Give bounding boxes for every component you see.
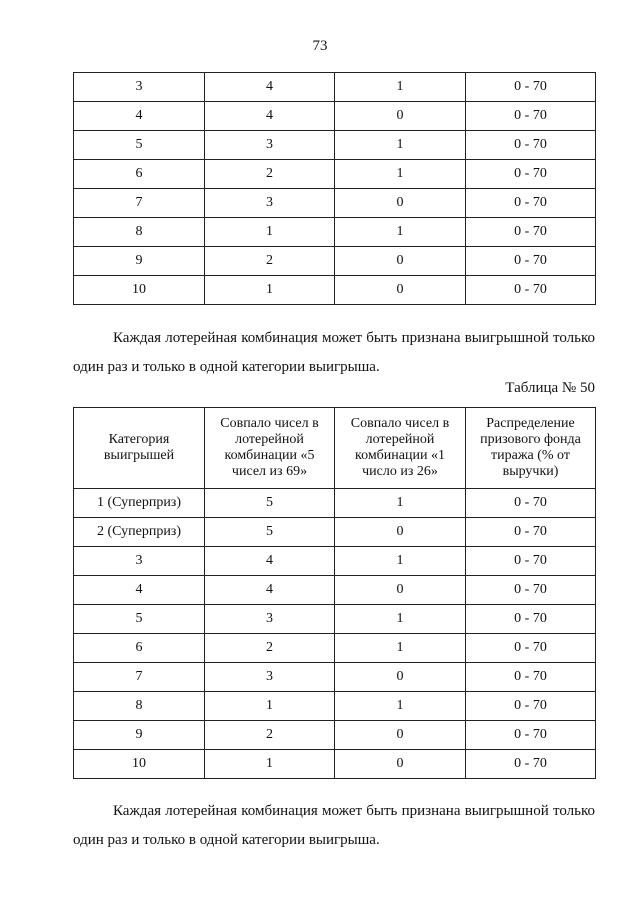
table-cell: 0 - 70 [466, 131, 596, 160]
table-row [74, 276, 596, 305]
header-match-5-of-69: Совпало чисел в лотерейной комбинации «5 чисел из 69» [205, 408, 335, 489]
table-cell: 4 [205, 547, 335, 576]
table-cell: 0 - 70 [466, 102, 596, 131]
table-row [74, 518, 596, 547]
table-cell: 2 (Суперприз) [74, 518, 205, 547]
table-cell: 5 [205, 518, 335, 547]
table-cell: 0 [335, 189, 466, 218]
table-cell: 3 [205, 605, 335, 634]
table-cell: 0 [335, 102, 466, 131]
table-row [74, 189, 596, 218]
table-cell: 0 - 70 [466, 276, 596, 305]
page-number: 73 [312, 38, 328, 54]
table-row [74, 750, 596, 779]
table-cell: 1 [335, 131, 466, 160]
table-cell: 0 [335, 518, 466, 547]
table-cell: 1 [335, 73, 466, 102]
table-cell: 5 [205, 489, 335, 518]
table-cell: 2 [205, 247, 335, 276]
table-cell: 4 [74, 102, 205, 131]
table-cell: 9 [74, 721, 205, 750]
table-body [74, 489, 596, 779]
table-row [74, 663, 596, 692]
table-cell: 0 - 70 [466, 73, 596, 102]
table-row [74, 721, 596, 750]
table-cell: 2 [205, 634, 335, 663]
table-cell: 0 [335, 663, 466, 692]
table-cell: 3 [74, 547, 205, 576]
table-cell: 0 [335, 247, 466, 276]
table-cell: 1 [335, 605, 466, 634]
paragraph-note: Каждая лотерейная комбинация может быть признана выигрышной только один раз и только в одной категории выигрыша. [73, 803, 595, 848]
table-row [74, 102, 596, 131]
table-cell: 0 [335, 576, 466, 605]
table-cell: 1 [205, 692, 335, 721]
table-cell: 0 - 70 [466, 218, 596, 247]
paragraph-note: Каждая лотерейная комбинация может быть признана выигрышной только один раз и только в одной категории выигрыша. [73, 330, 595, 375]
table-cell: 9 [74, 247, 205, 276]
table-cell: 4 [205, 73, 335, 102]
table-cell: 0 [335, 276, 466, 305]
table-row [74, 131, 596, 160]
table-cell: 1 [335, 160, 466, 189]
table-cell: 0 - 70 [466, 489, 596, 518]
table-cell: 3 [205, 189, 335, 218]
table-cell: 0 - 70 [466, 160, 596, 189]
table-caption: Таблица № 50 [505, 380, 595, 396]
table-cell: 0 [335, 750, 466, 779]
table-header-row [74, 408, 596, 489]
table-cell: 1 [335, 218, 466, 247]
header-prize-distribution: Распределение призового фонда тиража (% от выручки) [466, 408, 596, 489]
table-cell: 0 - 70 [466, 576, 596, 605]
table-cell: 1 [205, 750, 335, 779]
table-row [74, 489, 596, 518]
table-cell: 10 [74, 750, 205, 779]
table-row [74, 605, 596, 634]
table-cell: 2 [205, 160, 335, 189]
table-cell: 1 (Суперприз) [74, 489, 205, 518]
table-row [74, 160, 596, 189]
table-cell: 1 [205, 276, 335, 305]
table-cell: 6 [74, 634, 205, 663]
table-cell: 8 [74, 692, 205, 721]
table-cell: 0 - 70 [466, 634, 596, 663]
table-cell: 1 [335, 547, 466, 576]
table-cell: 3 [205, 131, 335, 160]
table-cell: 0 - 70 [466, 547, 596, 576]
table-cell: 5 [74, 131, 205, 160]
table-cell: 1 [205, 218, 335, 247]
table-cell: 0 - 70 [466, 189, 596, 218]
table-cell: 3 [74, 73, 205, 102]
table-row [74, 634, 596, 663]
table-cell: 1 [335, 692, 466, 721]
table-cell: 6 [74, 160, 205, 189]
table-cell: 0 - 70 [466, 605, 596, 634]
table-cell: 0 [335, 721, 466, 750]
table-row [74, 247, 596, 276]
prize-table-50 [73, 407, 596, 779]
table-body [74, 73, 596, 305]
table-row [74, 576, 596, 605]
table-cell: 1 [335, 634, 466, 663]
table-cell: 0 - 70 [466, 663, 596, 692]
table-row [74, 218, 596, 247]
table-row [74, 692, 596, 721]
table-cell: 3 [205, 663, 335, 692]
table-cell: 2 [205, 721, 335, 750]
table-cell: 4 [205, 102, 335, 131]
table-cell: 10 [74, 276, 205, 305]
table-cell: 1 [335, 489, 466, 518]
table-cell: 4 [205, 576, 335, 605]
table-cell: 0 - 70 [466, 247, 596, 276]
table-cell: 8 [74, 218, 205, 247]
table-row [74, 73, 596, 102]
table-row [74, 547, 596, 576]
table-cell: 7 [74, 663, 205, 692]
prize-table-continued [73, 72, 596, 305]
header-match-1-of-26: Совпало чисел в лотерейной комбинации «1 число из 26» [335, 408, 466, 489]
table-cell: 0 - 70 [466, 750, 596, 779]
table-cell: 0 - 70 [466, 518, 596, 547]
table-cell: 4 [74, 576, 205, 605]
table-cell: 0 - 70 [466, 721, 596, 750]
header-category: Категория выигрышей [74, 408, 205, 489]
table-cell: 7 [74, 189, 205, 218]
table-cell: 0 - 70 [466, 692, 596, 721]
table-cell: 5 [74, 605, 205, 634]
